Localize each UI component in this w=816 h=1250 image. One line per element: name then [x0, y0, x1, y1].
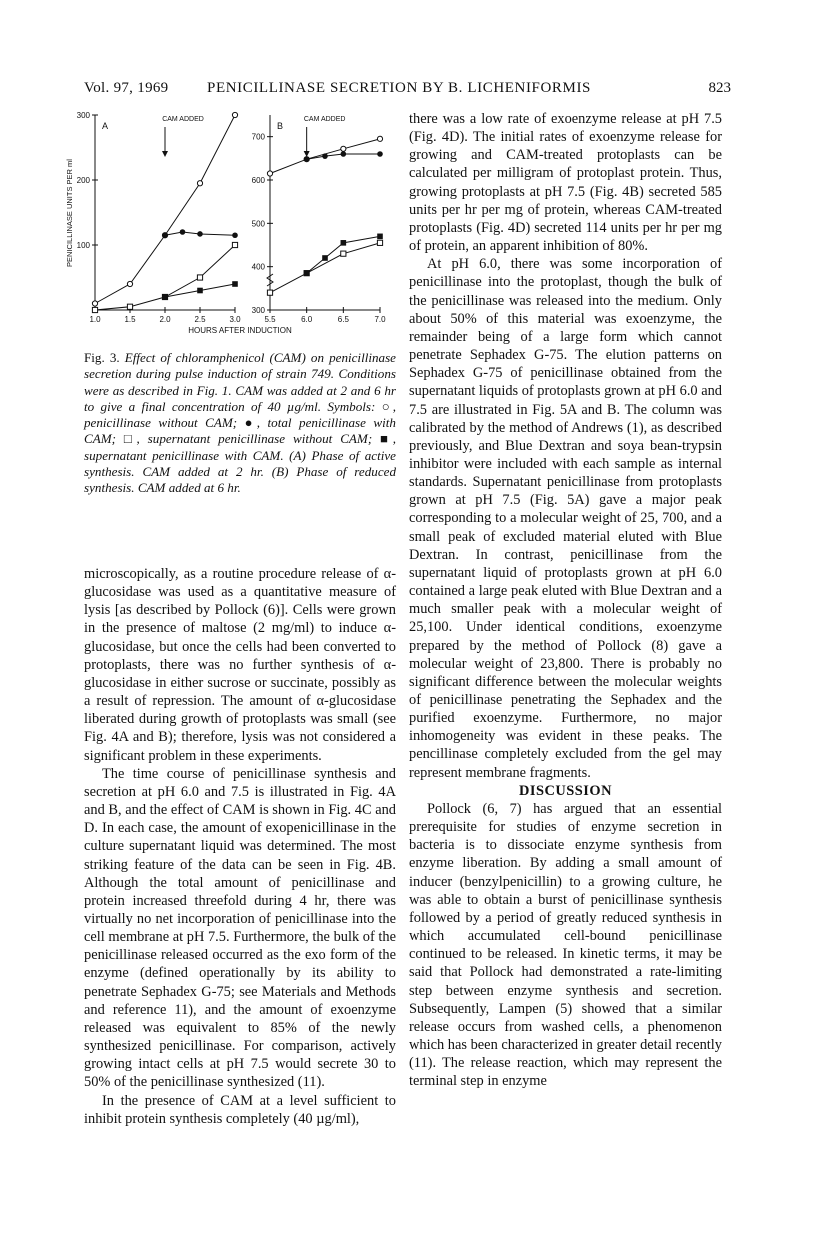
data-point-open-square [232, 242, 237, 247]
caption-text-2: , penicillinase without CAM; [84, 398, 396, 431]
y-tick-label: 400 [251, 262, 265, 272]
y-tick-label: 600 [251, 176, 265, 185]
y-tick-label: 100 [76, 241, 90, 250]
data-point-filled-circle [377, 151, 383, 157]
data-point-open-square [197, 275, 202, 280]
figure-3 [60, 105, 390, 340]
open-square-symbol: □ [123, 431, 137, 447]
data-point-filled-circle [162, 232, 168, 238]
data-point-filled-square [232, 281, 238, 287]
x-tick-label: 2.5 [194, 315, 206, 324]
data-point-filled-square [162, 294, 168, 300]
x-tick-label: 1.5 [124, 315, 136, 324]
data-point-filled-circle [322, 153, 328, 159]
axis-break-mark [267, 274, 273, 286]
x-tick-label: 5.5 [264, 315, 276, 324]
data-point-filled-circle [341, 151, 347, 157]
data-point-open-square [127, 304, 132, 309]
cam-arrow-head-A [162, 151, 168, 157]
panel-label-B: B [276, 121, 284, 131]
data-point-open-circle [267, 171, 272, 176]
data-point-filled-circle [197, 231, 203, 237]
x-tick-label: 3.0 [229, 315, 241, 324]
y-tick-label: 500 [251, 219, 265, 229]
data-point-open-square [92, 307, 97, 312]
page-number: 823 [708, 80, 731, 96]
filled-circle-symbol: ● [244, 415, 257, 431]
data-point-filled-square [322, 255, 328, 261]
x-tick-label: 1.0 [89, 315, 101, 324]
figure-caption [84, 350, 396, 497]
caption-text-4: , supernatant penicillinase without CAM; [136, 431, 381, 447]
y-tick-label: 300 [251, 306, 265, 315]
journal-volume: Vol. 97, 1969 [84, 80, 169, 96]
paragraph: At pH 6.0, there was some incorporation of penicillinase into the protoplast, though the bulk of the penicillinase was released into the medium. Only about 50% of this material was exoenzyme, the remainder being of a large form which cannot penetrate Sephadex G-75. The elution patterns on Sephadex G-75 of penicillinase obtained from the supernatant liquids of protoplasts grown at pH 6.0 and 7.5 are illustrated in Fig. 5A and B. The column was calibrated by the method of Andrews (1), as described previously, and Blue Dextran and soya bean-trypsin inhibitor were included with each sample as internal standards. Supernatant penicillinase from protoplasts grown at pH 7.5 (Fig. 5A) gave a major peak corresponding to a molecular weight of 25, 700, and a small peak of excluded material eluted with Blue Dextran. In contrast, penicillinase from the supernatant liquid of protoplasts grown at pH 6.0 contained a large peak eluted with Blue Dextran and a much smaller peak with a molecular weight of 25,100. Under identical conditions, exoenzyme prepared by the method of Pollock (8) gave a molecular weight of 23,800. There is probably no significant difference between the molecular weights of penicillinase penetrating the Sephadex and the purified exoenzyme. Furthermore, no major inhomogeneity was evident in these peaks. The pencillinase completely excluded from the gel may represent membrane fragments. [409, 256, 722, 781]
paragraph: there was a low rate of exoenzyme release at pH 7.5 (Fig. 4D). The initial rates of exoenzyme release for growing and CAM-treated protoplasts can be calculated per milligram of protoplast protein. Thus, growing protoplasts at pH 7.5 (Fig. 4B) secreted 585 units per hr per mg of protein, whereas CAM-treated protoplasts (Fig. 4D) secreted 114 units per hr per mg of protein, an apparent inhibition of 80%. [409, 111, 722, 255]
data-point-filled-circle [304, 156, 310, 162]
data-point-filled-circle [180, 229, 186, 235]
data-point-open-circle [197, 181, 202, 186]
series-line-open-square [95, 245, 235, 310]
series-line-open-square [270, 243, 380, 293]
cam-added-annotation-B: CAM ADDED [303, 116, 346, 123]
caption-label: Fig. 3. [84, 350, 120, 365]
caption-text-1: Effect of chloramphenicol (CAM) on penicillinase secretion during pulse induction of strain 749. Conditions were as described in Fig. 1. CAM was added at 2 and 6 hr to give a final concentration of 40 µg/ml. Symbols: [84, 350, 396, 414]
page-header [84, 80, 731, 102]
data-point-filled-square [304, 270, 310, 276]
x-tick-label: 6.5 [337, 315, 349, 324]
data-point-open-square [341, 251, 346, 256]
data-point-filled-circle [232, 232, 238, 238]
panel-label-A: A [101, 121, 109, 131]
paragraph: microscopically, as a routine procedure release of α-glucosidase was used as a quantitative measure of lysis [as described by Pollock (6)]. Cells were grown in the presence of maltose (2 mg/ml) to induce α-glucosidase, but once the cells had been converted to protoplasts, there was no further synthesis of α-glucosidase in either sucrose or succinate, possibly as a result of repression. The amount of α-glucosidase liberated during growth of protoplasts was small (see Fig. 4A and B); therefore, lysis was not considered a significant problem in these experiments. [84, 566, 396, 764]
left-column [84, 565, 396, 1128]
data-point-open-circle [377, 136, 382, 141]
right-column [409, 110, 722, 1090]
y-tick-label: 300 [76, 111, 90, 120]
data-point-open-square [377, 240, 382, 245]
data-point-open-circle [92, 301, 97, 306]
data-point-filled-square [341, 240, 347, 246]
data-point-open-circle [341, 146, 346, 151]
data-point-open-circle [127, 281, 132, 286]
paragraph: The time course of penicillinase synthesis and secretion at pH 6.0 and 7.5 is illustrated in Fig. 4A and B, and the effect of CAM is shown in Fig. 4C and D. In each case, the amount of exopenicillinase in the culture supernatant liquid was determined. The most striking feature of the data can be seen in Fig. 4B. Although the total amount of penicillinase and protein increased threefold during 4 hr, there was virtually no net incorporation of penicillinase into the cell membrane at pH 7.5. Furthermore, the bulk of the penicillinase released occurred as the exo form of the enzyme (defined operationally by its ability to penetrate Sephadex G-75; see Materials and Methods and reference 11), and the amount of exoenzyme released was equivalent to 85% of the newly synthesized penicillinase. For comparison, actively growing intact cells at pH 7.5 would secrete 30 to 50% of the penicillinase synthesized (11). [84, 765, 396, 1091]
caption-text-5: , supernatant penicillinase with CAM. (A) Phase of active synthesis. CAM added at 2 hr. (B) Phase of reduced synthesis. CAM added at 6 hr. [84, 431, 396, 496]
cam-added-annotation-A: CAM ADDED [162, 116, 204, 123]
y-tick-label: 200 [76, 176, 90, 185]
x-tick-label: 6.0 [301, 315, 313, 324]
data-point-filled-square [197, 288, 203, 294]
section-heading-discussion: DISCUSSION [519, 782, 612, 799]
x-tick-label: 7.0 [374, 315, 386, 324]
y-axis-label: PENICILLINASE UNITS PER ml [65, 159, 74, 267]
data-point-filled-square [377, 234, 383, 240]
x-axis-label: HOURS AFTER INDUCTION [188, 326, 292, 335]
paragraph: In the presence of CAM at a level sufficient to inhibit protein synthesis completely (40 µg/ml), [84, 1092, 396, 1127]
filled-square-symbol: ■ [380, 431, 393, 447]
data-point-open-square [267, 290, 272, 295]
y-tick-label: 700 [251, 132, 265, 142]
open-circle-symbol: ○ [381, 398, 393, 414]
figure-3-chart [60, 105, 390, 340]
paragraph: Pollock (6, 7) has argued that an essential prerequisite for studies of enzyme secretion in bacteria is to dissociate enzyme synthesis from enzyme liberation. By adding a small amount of inducer (benzylpenicillin) to a growing culture, he was able to obtain a burst of penicillinase synthesis followed by a period of greatly reduced synthesis in which accumulated cell-bound penicillinase continued to be released. In kinetic terms, it may be said that Pollock had demonstrated a rate-limiting step between enzyme synthesis and secretion. Subsequently, Lampen (5) showed that a similar release occurs from washed cells, a phenomenon which has been characterized in greater detail recently (11). The release reaction, which may represent the terminal step in enzyme [409, 800, 722, 1090]
caption-text-3: , total penicillinase with CAM; [84, 415, 396, 447]
x-tick-label: 2.0 [159, 315, 171, 324]
data-point-open-circle [232, 112, 237, 117]
running-title: PENICILLINASE SECRETION BY B. LICHENIFORMIS [207, 80, 591, 96]
